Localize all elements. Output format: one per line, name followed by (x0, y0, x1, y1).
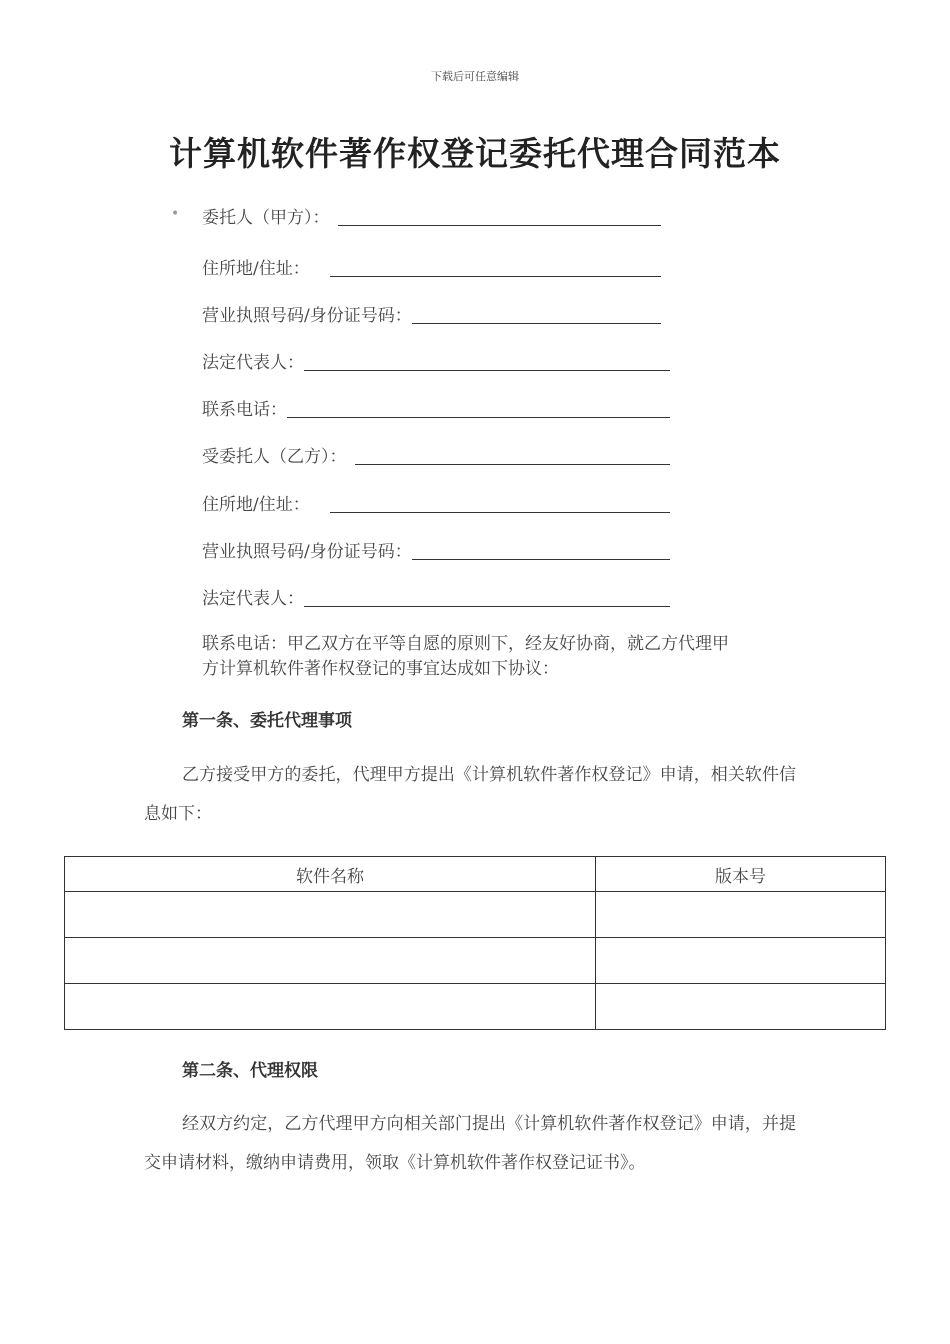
field-principal-blank[interactable] (338, 205, 662, 226)
table-cell-version[interactable] (596, 938, 886, 984)
field-b-address (202, 492, 670, 516)
field-a-address-label: 住所地/住址： (202, 259, 310, 279)
intro-line-2: 方计算机软件著作权登记的事宜达成如下协议： (202, 659, 559, 679)
field-agent (202, 444, 670, 468)
intro-paragraph (202, 632, 802, 682)
table-header-row (65, 857, 886, 892)
field-a-license (202, 303, 661, 327)
field-a-legal-rep-blank[interactable] (304, 350, 670, 371)
col-software-name: 软件名称 (65, 857, 596, 892)
intro-line-1: 联系电话：甲乙双方在平等自愿的原则下，经友好协商，就乙方代理甲 (202, 634, 729, 654)
article2-heading: 第二条、代理权限 (182, 1061, 318, 1081)
field-a-phone (202, 397, 670, 421)
field-b-legal-rep-blank[interactable] (304, 586, 670, 607)
field-agent-blank[interactable] (355, 444, 671, 465)
header-note: 下载后可任意编辑 (431, 70, 519, 83)
field-a-phone-blank[interactable] (287, 397, 670, 418)
table-cell-version[interactable] (596, 984, 886, 1030)
field-b-legal-rep (202, 586, 670, 610)
field-a-phone-label: 联系电话： (202, 400, 287, 420)
article1-body: 乙方接受甲方的委托，代理甲方提出《计算机软件著作权登记》申请，相关软件信息如下： (144, 765, 796, 824)
field-a-address-blank[interactable] (330, 256, 661, 277)
article2-body: 经双方约定，乙方代理甲方向相关部门提出《计算机软件著作权登记》申请，并提交申请材料，缴纳申请费用，领取《计算机软件著作权登记证书》。 (144, 1114, 796, 1173)
table-row (65, 984, 886, 1030)
software-table (64, 856, 886, 1030)
table-cell-version[interactable] (596, 892, 886, 938)
field-principal-label: 委托人（甲方）： (202, 208, 330, 228)
table-cell-software-name[interactable] (65, 984, 596, 1030)
field-b-license-label: 营业执照号码/身份证号码： (202, 542, 412, 562)
field-b-license (202, 539, 670, 563)
field-b-legal-rep-label: 法定代表人： (202, 589, 304, 609)
field-agent-label: 受委托人（乙方）： (202, 447, 347, 467)
field-principal (202, 205, 661, 229)
field-b-address-blank[interactable] (330, 492, 670, 513)
col-version: 版本号 (596, 857, 886, 892)
field-b-address-label: 住所地/住址： (202, 495, 310, 515)
bullet-icon: • (171, 206, 180, 222)
field-a-legal-rep (202, 350, 670, 374)
table-row (65, 938, 886, 984)
field-a-address (202, 256, 661, 280)
document-title: 计算机软件著作权登记委托代理合同范本 (169, 134, 781, 173)
field-a-license-label: 营业执照号码/身份证号码： (202, 306, 412, 326)
field-b-license-blank[interactable] (412, 539, 670, 560)
field-a-license-blank[interactable] (412, 303, 661, 324)
table-cell-software-name[interactable] (65, 938, 596, 984)
article1-heading: 第一条、委托代理事项 (182, 711, 352, 731)
field-a-legal-rep-label: 法定代表人： (202, 353, 304, 373)
table-cell-software-name[interactable] (65, 892, 596, 938)
table-row (65, 892, 886, 938)
